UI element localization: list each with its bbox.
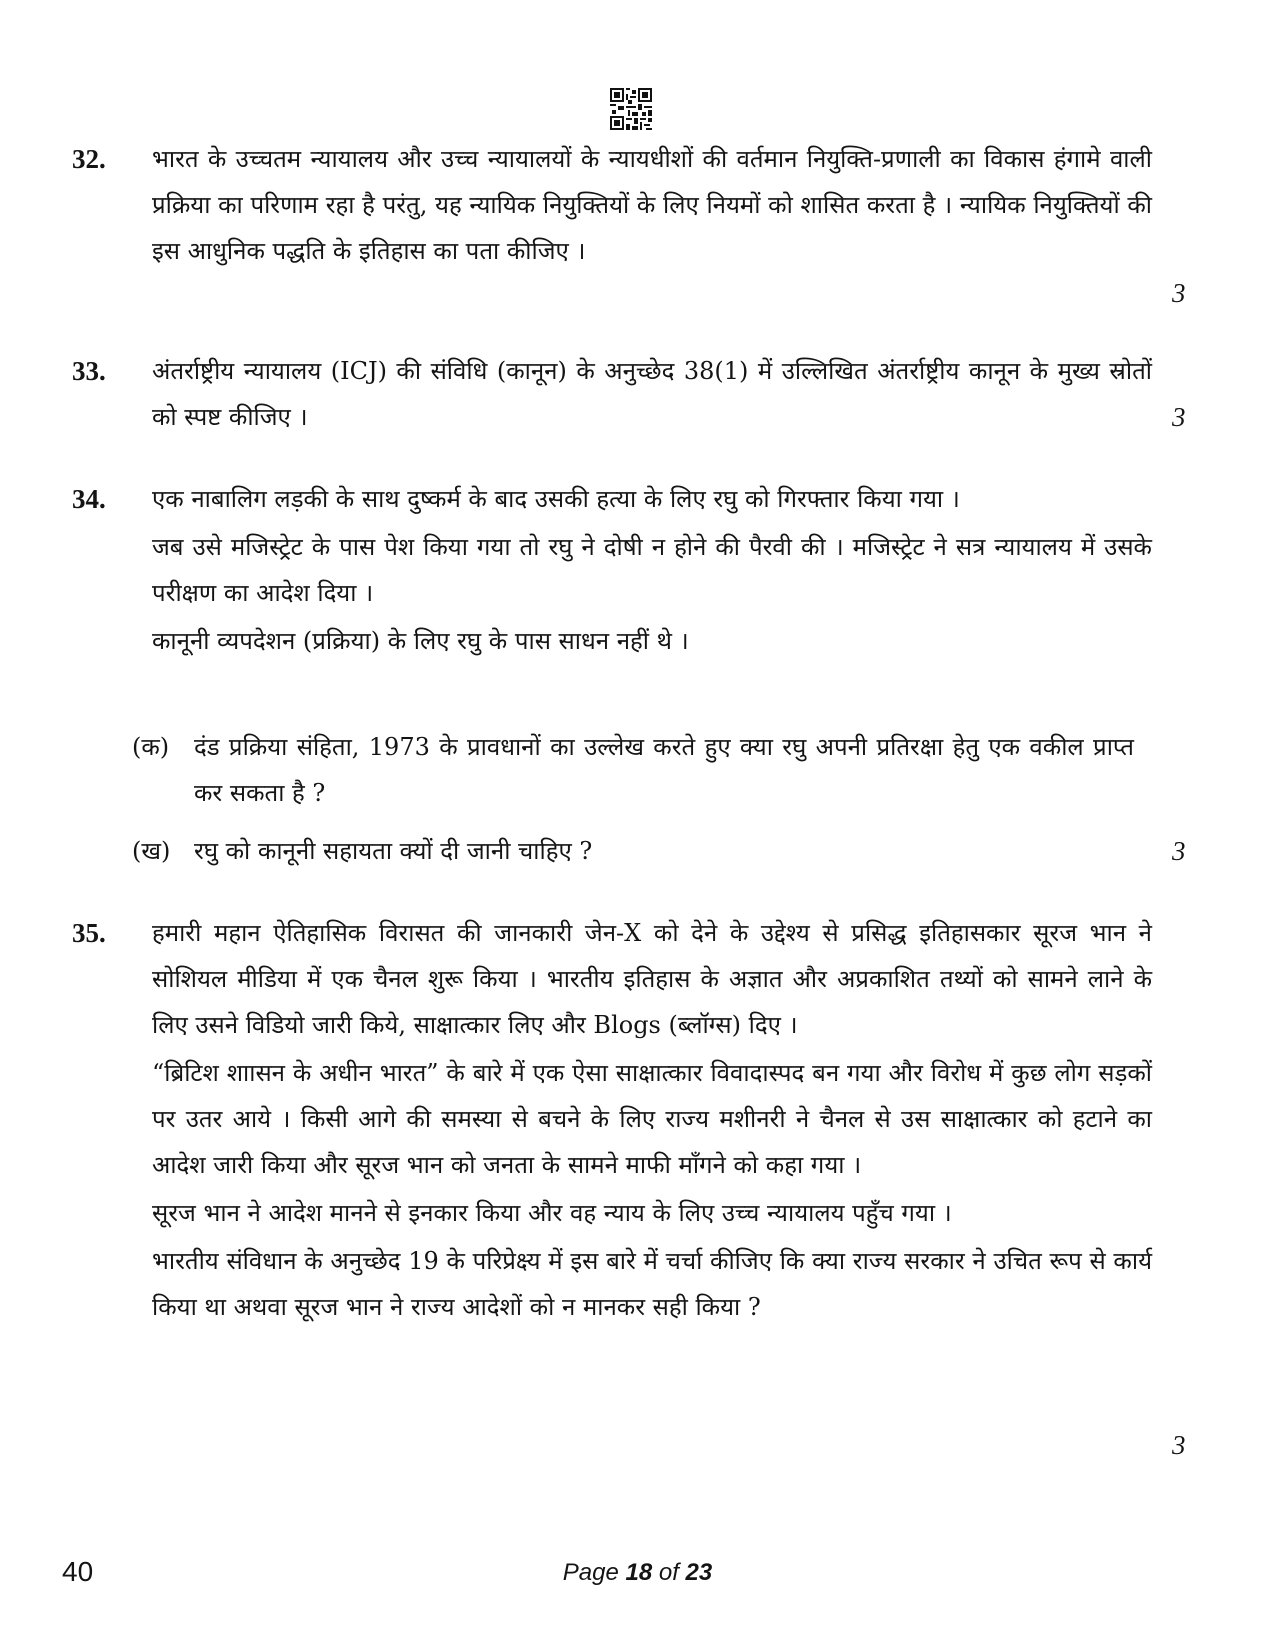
subpart-text: दंड प्रक्रिया संहिता, 1973 के प्रावधानों का उल्लेख करते हुए क्या रघु अपनी प्रतिरक्षा हेतु एक वकील प्राप्त कर सकता है ? [194,733,1134,807]
question-paragraph: भारतीय संविधान के अनुच्छेद 19 के परिप्रेक्ष्य में इस बारे में चर्चा कीजिए कि क्या राज्य सरकार ने उचित रूप से कार्य किया था अथवा सूरज भान ने राज्य आदेशों को न मानकर सही किया ? [152,1247,1152,1321]
question-marks: 3 [1172,836,1186,866]
page-prefix: Page [562,1559,626,1586]
qr-code [610,88,652,130]
question-marks: 3 [1172,402,1186,432]
question-number: 32. [72,144,106,174]
question-paragraph: कानूनी व्यपदेशन (प्रक्रिया) के लिए रघु के पास साधन नहीं थे । [152,627,689,655]
question-text: अंतर्राष्ट्रीय न्यायालय (ICJ) की संविधि (कानून) के अनुच्छेद 38(1) में उल्लिखित अंतर्राष्ट्रीय कानून के मुख्य स्रोतों को स्पष्ट कीजिए । [152,357,1152,431]
question-paragraph: “ब्रिटिश शाासन के अधीन भारत” के बारे में एक ऐसा साक्षात्कार विवादास्पद बन गया और विरोध में कुछ लोग सड़कों पर उतर आये । किसी आगे की समस्या से बचने के लिए राज्य मशीनरी ने चैनल से उस साक्षात्कार को हटाने का आदेश जारी किया और सूरज भान को जनता के सामने माफी माँगने को कहा गया । [152,1059,1152,1179]
question-marks: 3 [1172,278,1186,308]
page-of: of [652,1559,686,1586]
question-paragraph: जब उसे मजिस्ट्रेट के पास पेश किया गया तो रघु ने दोषी न होने की पैरवी की । मजिस्ट्रेट ने सत्र न्यायालय में उसके परीक्षण का आदेश दिया । [152,533,1152,607]
subpart-label: (क) [132,733,170,761]
question-paragraph: एक नाबालिग लड़की के साथ दुष्कर्म के बाद उसकी हत्या के लिए रघु को गिरफ्तार किया गया । [152,485,960,513]
question-number: 33. [72,356,106,386]
question-body [152,910,1152,1330]
question-number: 35. [72,918,106,948]
question-paragraph: हमारी महान ऐतिहासिक विरासत की जानकारी जेन-X को देने के उद्देश्य से प्रसिद्ध इतिहासकार सूरज भान ने सोशियल मीडिया में एक चैनल शुरू किया । भारतीय इतिहास के अज्ञात और अप्रकाशित तथ्यों को सामने लाने के लिए उसने विडियो जारी किये, साक्षात्कार लिए और Blogs (ब्लॉग्स) दिए । [152,919,1152,1039]
paper-code: 40 [62,1556,94,1587]
page-current: 18 [625,1559,653,1586]
question-number: 34. [72,484,106,514]
page-total: 23 [685,1559,713,1586]
subpart-text: रघु को कानूनी सहायता क्यों दी जानी चाहिए ? [194,837,593,865]
question-body [152,136,1152,274]
question-text: भारत के उच्चतम न्यायालय और उच्च न्यायालयों के न्यायधीशों की वर्तमान नियुक्ति-प्रणाली का विकास हंगामे वाली प्रक्रिया का परिणाम रहा है परंतु, यह न्यायिक नियुक्तियों के लिए नियमों को शासित करता है । न्यायिक नियुक्तियों की इस आधुनिक पद्धति के इतिहास का पता कीजिए । [152,145,1152,265]
subpart-label: (ख) [132,837,171,865]
question-body [152,348,1152,440]
page-indicator [0,1556,1275,1590]
question-paragraph: सूरज भान ने आदेश मानने से इनकार किया और वह न्याय के लिए उच्च न्यायालय पहुँच गया । [152,1199,952,1227]
question-marks: 3 [1172,1430,1186,1460]
question-body [152,476,1152,664]
